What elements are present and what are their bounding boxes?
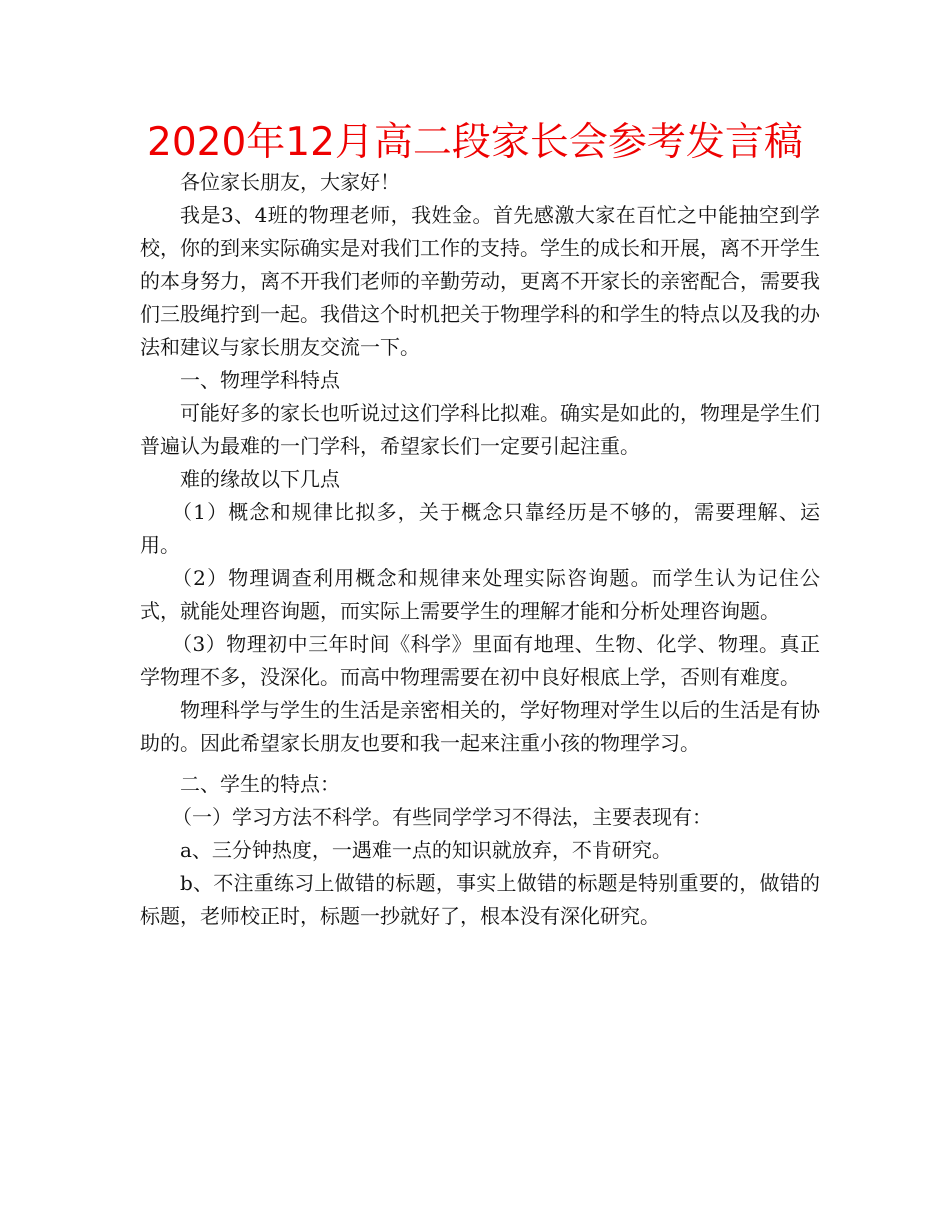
document-body bbox=[140, 166, 820, 933]
section-heading-student-features: 二、学生的特点： bbox=[180, 772, 340, 796]
paragraph-physics-difficulty: 可能好多的家长也听说过这们学科比拟难。确实是如此的，物理是学生们普遍认为最难的一门学科，希望家长们一定要引起注重。 bbox=[140, 401, 820, 458]
paragraph-reasons-heading: 难的缘故以下几点 bbox=[180, 467, 340, 491]
paragraph-reason-1: （1）概念和规律比拟多，关于概念只靠经历是不够的，需要理解、运用。 bbox=[140, 500, 820, 557]
paragraph-study-method: （一）学习方法不科学。有些同学学习不得法，主要表现有： bbox=[172, 805, 712, 829]
paragraph-point-a: a、三分钟热度，一遇难一点的知识就放弃，不肯研究。 bbox=[180, 838, 672, 862]
paragraph-physics-life: 物理科学与学生的生活是亲密相关的，学好物理对学生以后的生活是有协助的。因此希望家长朋友也要和我一起来注重小孩的物理学习。 bbox=[140, 698, 820, 755]
paragraph-reason-3: （3）物理初中三年时间《科学》里面有地理、生物、化学、物理。真正学物理不多，没深化。而高中物理需要在初中良好根底上学，否则有难度。 bbox=[140, 632, 820, 689]
section-heading-physics-features: 一、物理学科特点 bbox=[180, 368, 340, 392]
document-title: 2020年12月高二段家长会参考发言稿 bbox=[147, 120, 803, 165]
paragraph-greeting: 各位家长朋友，大家好！ bbox=[180, 170, 400, 194]
paragraph-point-b: b、不注重练习上做错的标题，事实上做错的标题是特别重要的，做错的标题，老师校正时，标题一抄就好了，根本没有深化研究。 bbox=[140, 871, 820, 928]
paragraph-introduction: 我是3、4班的物理老师，我姓金。首先感激大家在百忙之中能抽空到学校，你的到来实际确实是对我们工作的支持。学生的成长和开展，离不开学生的本身努力，离不开我们老师的辛勤劳动，更离不开家长的亲密配合，需要我们三股绳拧到一起。我借这个时机把关于物理学科的和学生的特点以及我的办法和建议与家长朋友交流一下。 bbox=[140, 203, 820, 359]
paragraph-reason-2: （2）物理调查利用概念和规律来处理实际咨询题。而学生认为记住公式，就能处理咨询题，而实际上需要学生的理解才能和分析处理咨询题。 bbox=[140, 566, 820, 623]
